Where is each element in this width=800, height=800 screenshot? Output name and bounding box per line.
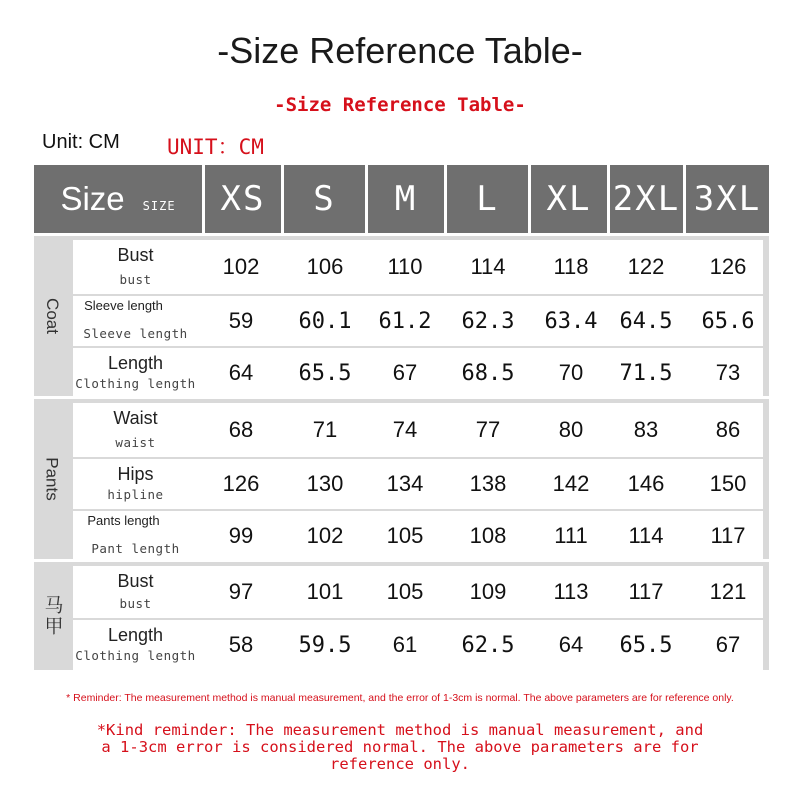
- value-cell: 150: [709, 471, 747, 496]
- value-cell: 74: [392, 417, 418, 442]
- value-cell: 86: [715, 417, 741, 442]
- value-cell: 108: [469, 523, 507, 548]
- value-cell: 63.4: [544, 308, 598, 334]
- value-cell: 105: [386, 523, 424, 548]
- row-label-cell: [73, 566, 198, 618]
- value-cell: 61.2: [378, 308, 432, 334]
- value-cell: 58: [228, 632, 254, 657]
- row-label-cell: [73, 620, 198, 670]
- value-cell: 70: [558, 360, 584, 385]
- value-cell: 59: [228, 308, 254, 333]
- value-cell: 126: [222, 471, 260, 496]
- value-cell: 122: [627, 254, 665, 279]
- row-label: Hips: [117, 464, 154, 484]
- value-cell: 83: [633, 417, 659, 442]
- value-cell: 142: [552, 471, 590, 496]
- page-subtitle: -Size Reference Table-: [274, 94, 526, 116]
- value-cell: 138: [469, 471, 507, 496]
- value-cell: 117: [628, 579, 664, 604]
- table-row: [73, 296, 763, 346]
- value-cell: 80: [558, 417, 584, 442]
- value-cell: 114: [628, 523, 664, 548]
- unit-label: Unit: CM: [42, 131, 120, 153]
- row-label: Pants length: [87, 513, 160, 528]
- value-cell: 64: [558, 632, 584, 657]
- row-label: Length: [107, 353, 164, 373]
- value-cell: 77: [475, 417, 501, 442]
- row-label-cell: [73, 240, 198, 294]
- row-label: Bust: [117, 245, 154, 265]
- row-label: Waist: [113, 408, 158, 428]
- header-size-l: L: [447, 165, 528, 233]
- row-sublabel: bust: [119, 272, 152, 287]
- table-row: [73, 240, 763, 294]
- value-cell: 67: [392, 360, 418, 385]
- row-label: Sleeve length: [84, 298, 163, 313]
- header-size-3xl: 3XL: [686, 165, 769, 233]
- header-size-s: S: [284, 165, 365, 233]
- value-cell: 110: [387, 254, 423, 279]
- group-name: Pants: [43, 457, 63, 501]
- group-label-vest: [34, 562, 70, 670]
- value-cell: 65.6: [701, 308, 755, 334]
- row-sublabel: Sleeve length: [83, 326, 188, 341]
- value-cell: 99: [228, 523, 254, 548]
- row-label: Bust: [117, 571, 154, 591]
- row-label-cell: [73, 459, 198, 509]
- value-cell: 102: [306, 523, 344, 548]
- table-row: [73, 348, 763, 398]
- value-cell: 109: [469, 579, 507, 604]
- value-cell: 60.1: [298, 308, 352, 334]
- header-size-xl: XL: [531, 165, 607, 233]
- value-cell: 97: [228, 579, 254, 604]
- header-size-xs: XS: [205, 165, 281, 233]
- page-title: -Size Reference Table-: [217, 30, 583, 71]
- value-cell: 71.5: [619, 360, 673, 386]
- row-sublabel: bust: [119, 596, 152, 611]
- value-cell: 114: [470, 254, 506, 279]
- group-label-pants: [34, 399, 70, 559]
- value-cell: 61: [392, 632, 418, 657]
- row-sublabel: hipline: [107, 487, 164, 502]
- value-cell: 62.5: [461, 632, 515, 658]
- header-size-2xl: 2XL: [610, 165, 683, 233]
- row-label-cell: [73, 511, 198, 561]
- value-cell: 111: [554, 523, 588, 548]
- value-cell: 101: [306, 579, 344, 604]
- reminder-note: * Reminder: The measurement method is manual measurement, and the error of 1-3cm is normal. The above parameters are for reference only.: [66, 692, 734, 704]
- row-sublabel: Clothing length: [75, 376, 196, 391]
- value-cell: 73: [715, 360, 741, 385]
- value-cell: 68.5: [461, 360, 515, 386]
- value-cell: 126: [709, 254, 747, 279]
- header-size-m: M: [368, 165, 444, 233]
- value-cell: 68: [228, 417, 254, 442]
- value-cell: 65.5: [619, 632, 673, 658]
- kind-reminder-note: *Kind reminder: The measurement method is manual measurement, and a 1-3cm error is considered normal. The above parameters are for reference only.: [96, 721, 704, 773]
- group-label-coat: [34, 236, 70, 396]
- value-cell: 134: [386, 471, 424, 496]
- value-cell: 113: [553, 579, 589, 604]
- value-cell: 102: [222, 254, 260, 279]
- group-name: Coat: [42, 298, 62, 334]
- value-cell: 121: [709, 579, 747, 604]
- value-cell: 65.5: [298, 360, 352, 386]
- value-cell: 71: [312, 417, 338, 442]
- value-cell: 117: [710, 523, 746, 548]
- value-cell: 59.5: [298, 632, 352, 658]
- row-sublabel: Clothing length: [75, 648, 196, 663]
- unit-label-red: UNIT：CM: [167, 135, 264, 159]
- row-label-cell: [73, 296, 198, 346]
- value-cell: 64.5: [619, 308, 673, 334]
- value-cell: 130: [306, 471, 344, 496]
- group-name: 马甲: [41, 595, 63, 637]
- value-cell: 105: [386, 579, 424, 604]
- row-sublabel: Pant length: [91, 541, 180, 556]
- row-label-cell: [73, 403, 198, 457]
- value-cell: 118: [553, 254, 589, 279]
- table-row: [73, 566, 763, 618]
- table-row: [73, 620, 763, 670]
- table-row: [73, 459, 763, 509]
- value-cell: 67: [715, 632, 741, 657]
- table-row: [73, 511, 763, 561]
- header-size-cell: [34, 165, 202, 233]
- header-size-label-small: SIZE: [142, 199, 176, 213]
- row-label: Length: [107, 625, 164, 645]
- table-row: [73, 403, 763, 457]
- value-cell: 106: [306, 254, 344, 279]
- value-cell: 146: [627, 471, 665, 496]
- row-sublabel: waist: [115, 435, 156, 450]
- header-size-label: Size: [60, 180, 125, 217]
- row-label-cell: [73, 348, 198, 398]
- value-cell: 62.3: [461, 308, 515, 334]
- value-cell: 64: [228, 360, 254, 385]
